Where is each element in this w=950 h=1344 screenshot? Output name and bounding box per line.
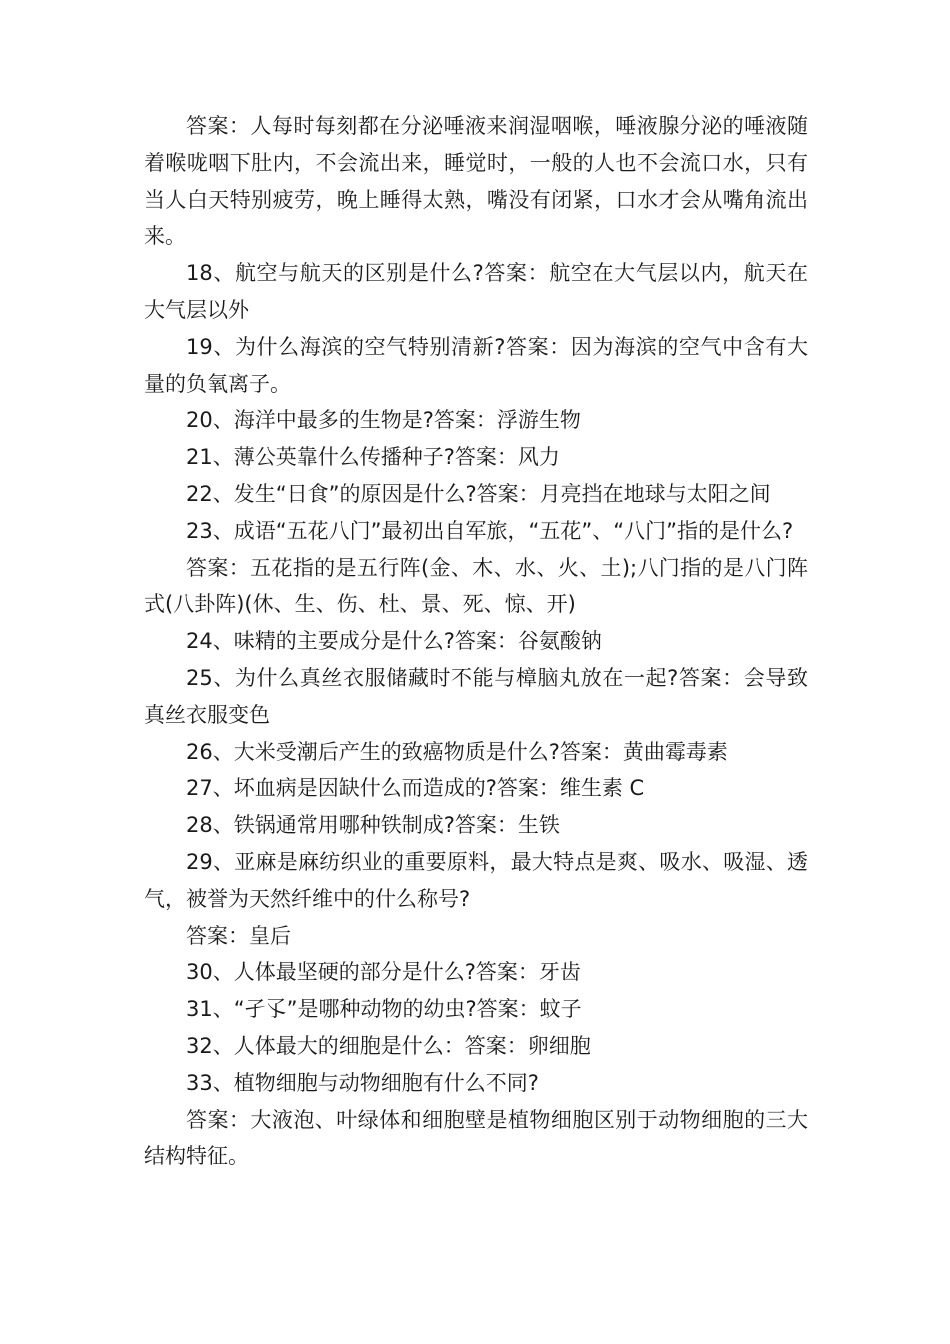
- paragraph-question-32: 32、人体最大的细胞是什么：答案：卵细胞: [186, 1033, 591, 1058]
- paragraph-question-27: 27、坏血病是因缺什么而造成的?答案：维生素 C: [186, 776, 645, 801]
- paragraph-question-19: 19、为什么海滨的空气特别清新?答案：因为海滨的空气中含有大量的负氧离子。: [144, 334, 808, 396]
- paragraph-question-30: 30、人体最坚硬的部分是什么?答案：牙齿: [186, 960, 581, 985]
- paragraph-question-22: 22、发生“日食”的原因是什么?答案：月亮挡在地球与太阳之间: [186, 481, 771, 506]
- paragraph-question-29: 29、亚麻是麻纺织业的重要原料，最大特点是爽、吸水、吸湿、透气，被誉为天然纤维中的什么称号?: [144, 849, 808, 911]
- paragraph-question-28: 28、铁锅通常用哪种铁制成?答案：生铁: [186, 813, 560, 838]
- paragraph-question-23: 23、成语“五花八门”最初出自军旅，“五花”、“八门”指的是什么?: [186, 518, 794, 543]
- paragraph-question-18: 18、航空与航天的区别是什么?答案：航空在大气层以内，航天在大气层以外: [144, 261, 808, 322]
- paragraph-question-26: 26、大米受潮后产生的致癌物质是什么?答案：黄曲霉毒素: [186, 739, 728, 764]
- document-body: [144, 108, 808, 1175]
- paragraph-question-31: 31、“孑孓”是哪种动物的幼虫?答案：蚊子: [186, 997, 582, 1022]
- paragraph-question-20: 20、海洋中最多的生物是?答案：浮游生物: [186, 408, 581, 433]
- paragraph-question-24: 24、味精的主要成分是什么?答案：谷氨酸钠: [186, 629, 602, 654]
- paragraph-question-25: 25、为什么真丝衣服储藏时不能与樟脑丸放在一起?答案：会导致真丝衣服变色: [144, 665, 808, 727]
- paragraph-question-33: 33、植物细胞与动物细胞有什么不同?: [186, 1070, 539, 1095]
- paragraph-answer-17: 答案：人每时每刻都在分泌唾液来润湿咽喉，唾液腺分泌的唾液随着喉咙咽下肚内，不会流出来，睡觉时，一般的人也不会流口水，只有当人白天特别疲劳，晚上睡得太熟，嘴没有闭紧，口水才会从嘴角流出来。: [144, 114, 808, 249]
- paragraph-answer-23: 答案：五花指的是五行阵(金、木、水、火、土);八门指的是八门阵式(八卦阵)(休、生、伤、杜、景、死、惊、开): [144, 555, 808, 617]
- paragraph-question-21: 21、薄公英靠什么传播种子?答案：风力: [186, 445, 560, 470]
- paragraph-answer-29: 答案：皇后: [186, 923, 291, 948]
- paragraph-answer-33: 答案：大液泡、叶绿体和细胞壁是植物细胞区别于动物细胞的三大结构特征。: [144, 1107, 808, 1169]
